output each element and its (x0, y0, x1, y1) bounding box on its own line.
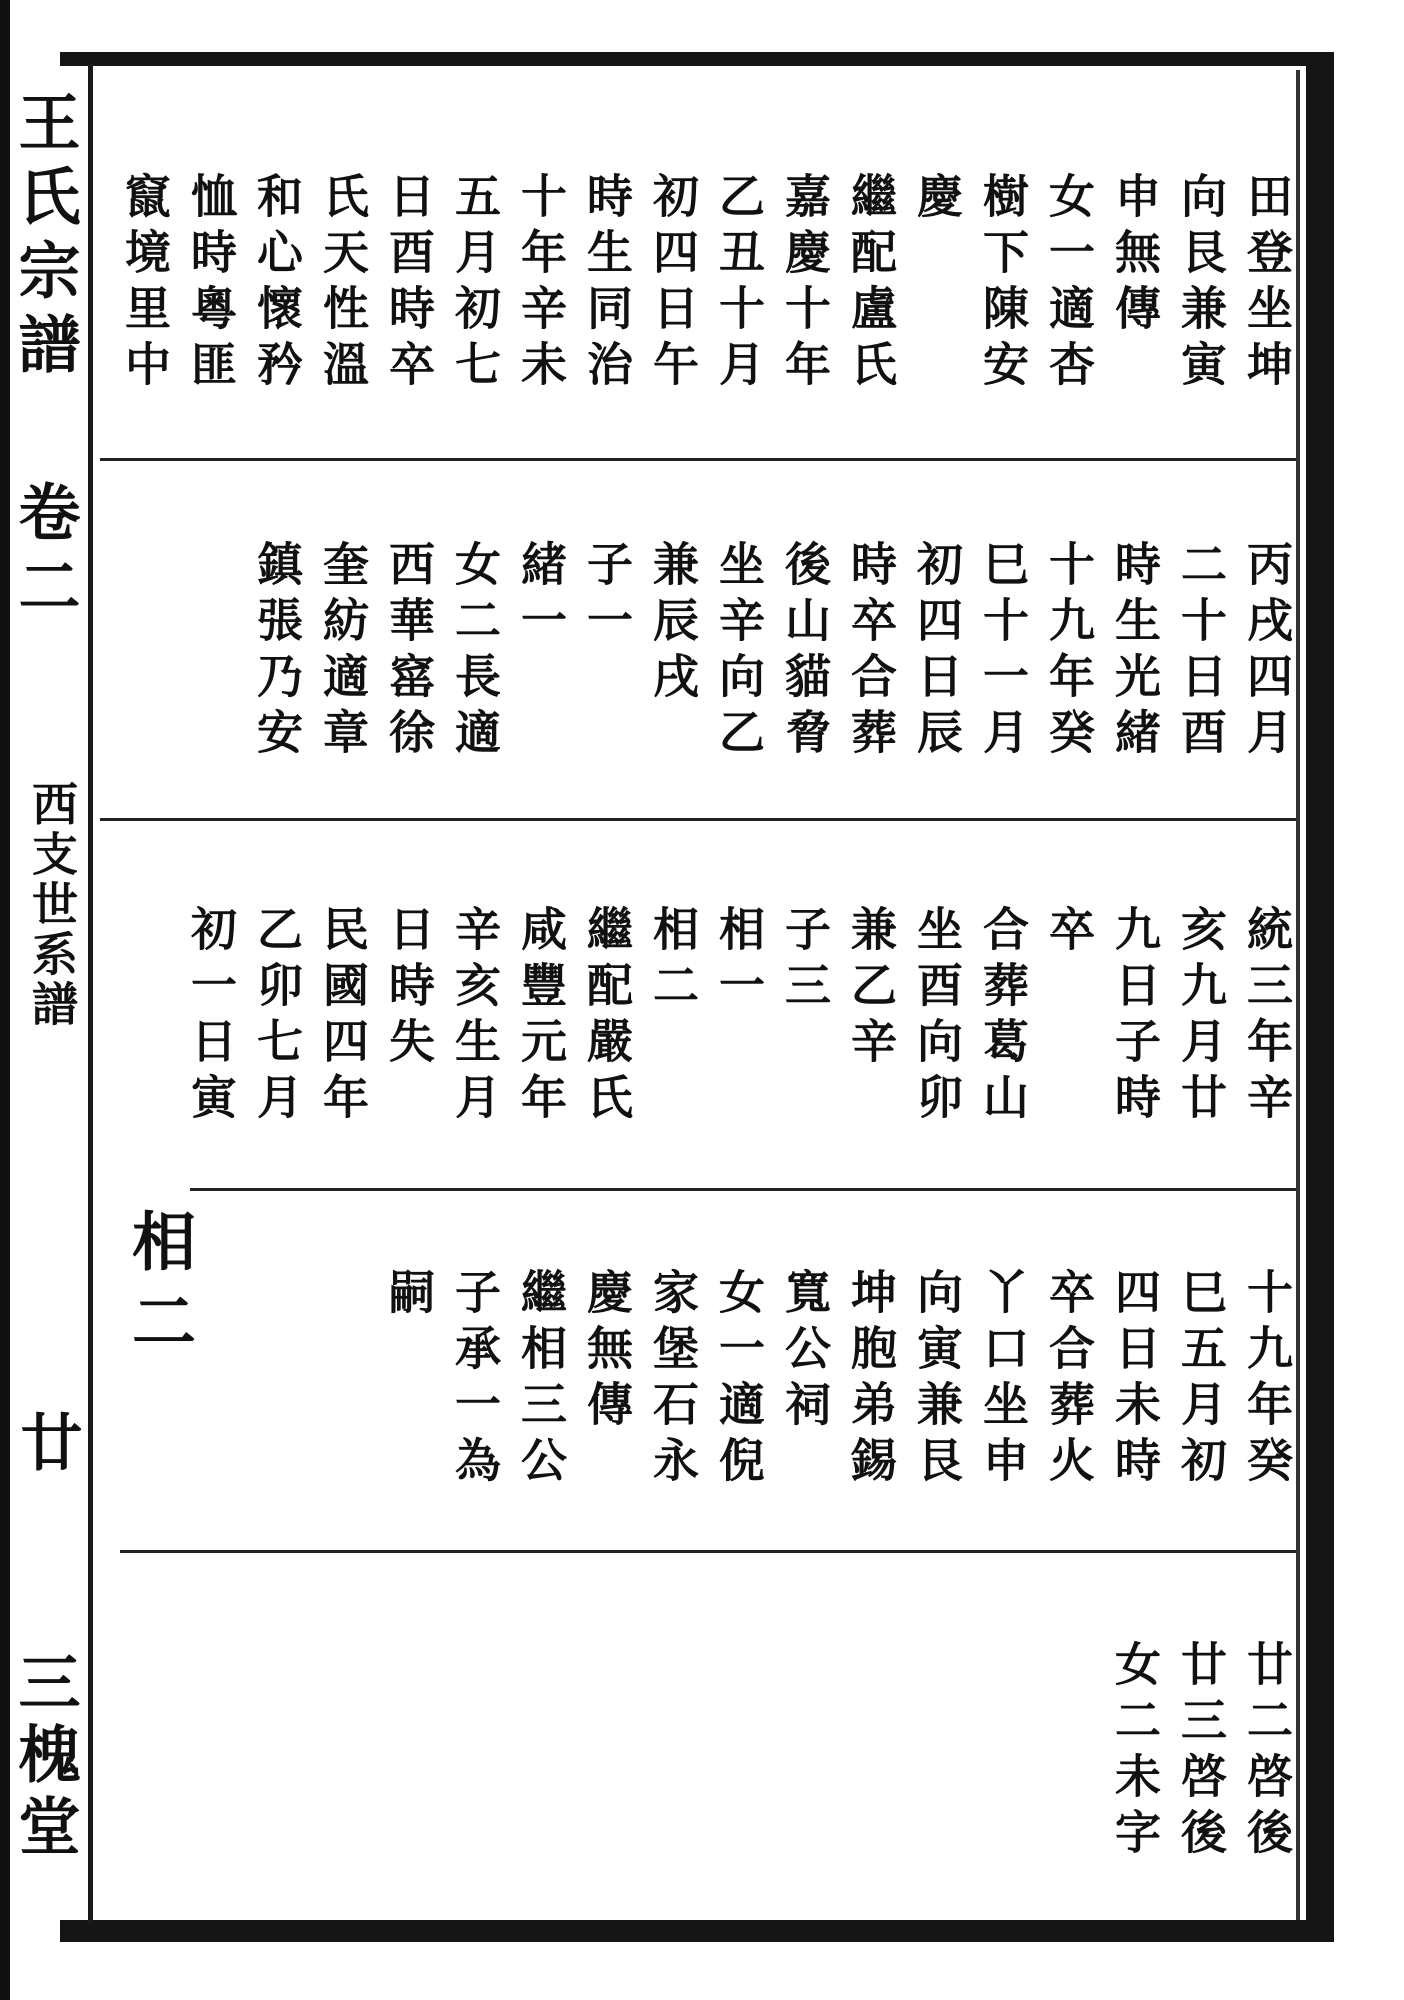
text-column: 時生同治 (580, 172, 634, 396)
text-column: 坤胞弟錫 (844, 1268, 898, 1492)
text-column: 合葬葛山 (976, 905, 1030, 1129)
text-column: 亥九月廿 (1174, 905, 1228, 1129)
entry-heading: 相二 (121, 1208, 196, 1368)
text-column: 田登坐坤 (1240, 172, 1294, 396)
register-divider-4 (120, 1550, 1296, 1553)
text-column: 卒 (1042, 905, 1096, 961)
text-column: 廿三啓後 (1174, 1640, 1228, 1864)
text-column: 子承一為 (448, 1268, 502, 1492)
text-column: 恤時粵匪 (184, 172, 238, 396)
text-column: 日酉時卒 (382, 172, 436, 396)
text-column: 向艮兼寅 (1174, 172, 1228, 396)
text-column: 寬公祠 (778, 1268, 832, 1436)
volume-label: 卷二 (8, 480, 81, 628)
text-column: 子一 (580, 540, 634, 652)
text-column: 相二 (646, 905, 700, 1017)
text-column: 十年辛未 (514, 172, 568, 396)
text-column: 女二未字 (1108, 1640, 1162, 1864)
text-column: 女二長適 (448, 540, 502, 764)
text-column: 坐辛向乙 (712, 540, 766, 764)
text-column: 坐酉向卯 (910, 905, 964, 1129)
text-column: 申無傳 (1108, 172, 1162, 340)
text-column: 時生光緒 (1108, 540, 1162, 764)
register-divider-3 (190, 1188, 1296, 1191)
text-column: 時卒合葬 (844, 540, 898, 764)
register-divider-2 (100, 818, 1296, 821)
text-column: 樹下陳安 (976, 172, 1030, 396)
text-column: 嘉慶十年 (778, 172, 832, 396)
frame-bottom-border (60, 1920, 1334, 1942)
frame-top-border (60, 52, 1330, 66)
text-column: 四日未時 (1108, 1268, 1162, 1492)
text-column: 女一適杏 (1042, 172, 1096, 396)
text-column: 和心懷矜 (250, 172, 304, 396)
text-column: 繼配盧氏 (844, 172, 898, 396)
text-column: 奎紡適章 (316, 540, 370, 764)
register-divider-1 (100, 458, 1296, 461)
text-column: 繼相三公 (514, 1268, 568, 1492)
text-column: 巳十一月 (976, 540, 1030, 764)
text-column: 慶 (910, 172, 964, 228)
page-number: 廿 (10, 1410, 83, 1472)
text-column: 九日子時 (1108, 905, 1162, 1129)
text-column: 家堡石永 (646, 1268, 700, 1492)
text-column: 嗣 (382, 1268, 436, 1324)
text-column: 辛亥生月 (448, 905, 502, 1129)
text-column: 西華窰徐 (382, 540, 436, 764)
text-column: 氏天性溫 (316, 172, 370, 396)
text-column: 廿二啓後 (1240, 1640, 1294, 1864)
text-column: 日時失 (382, 905, 436, 1073)
text-column: 統三年辛 (1240, 905, 1294, 1129)
text-column: 咸豐元年 (514, 905, 568, 1129)
text-column: 初一日寅 (184, 905, 238, 1129)
text-column: 竄境里中 (118, 172, 172, 396)
text-column: 緒一 (514, 540, 568, 652)
text-column: 繼配嚴氏 (580, 905, 634, 1129)
book-title: 王氏宗譜 (8, 90, 81, 386)
text-column: 乙卯七月 (250, 905, 304, 1129)
text-column: 慶無傳 (580, 1268, 634, 1436)
text-column: 丫口坐申 (976, 1268, 1030, 1492)
text-column: 五月初七 (448, 172, 502, 396)
text-column: 相一 (712, 905, 766, 1017)
text-column: 二十日酉 (1174, 540, 1228, 764)
text-column: 女一適倪 (712, 1268, 766, 1492)
text-column: 兼辰戌 (646, 540, 700, 708)
spine-divider (88, 64, 93, 1924)
text-column: 十九年癸 (1042, 540, 1096, 764)
text-column: 初四日午 (646, 172, 700, 396)
text-column: 兼乙辛 (844, 905, 898, 1073)
text-column: 民國四年 (316, 905, 370, 1129)
frame-right-border (1306, 52, 1334, 1942)
text-column: 後山貓脅 (778, 540, 832, 764)
text-column: 十九年癸 (1240, 1268, 1294, 1492)
text-column: 子三 (778, 905, 832, 1017)
text-column: 卒合葬火 (1042, 1268, 1096, 1492)
text-column: 向寅兼艮 (910, 1268, 964, 1492)
hall-name: 三槐堂 (8, 1650, 81, 1866)
text-column: 乙丑十月 (712, 172, 766, 396)
text-column: 鎮張乃安 (250, 540, 304, 764)
section-title: 西支世系譜 (25, 780, 79, 1030)
text-column: 巳五月初 (1174, 1268, 1228, 1492)
text-column: 初四日辰 (910, 540, 964, 764)
text-column: 丙戌四月 (1240, 540, 1294, 764)
